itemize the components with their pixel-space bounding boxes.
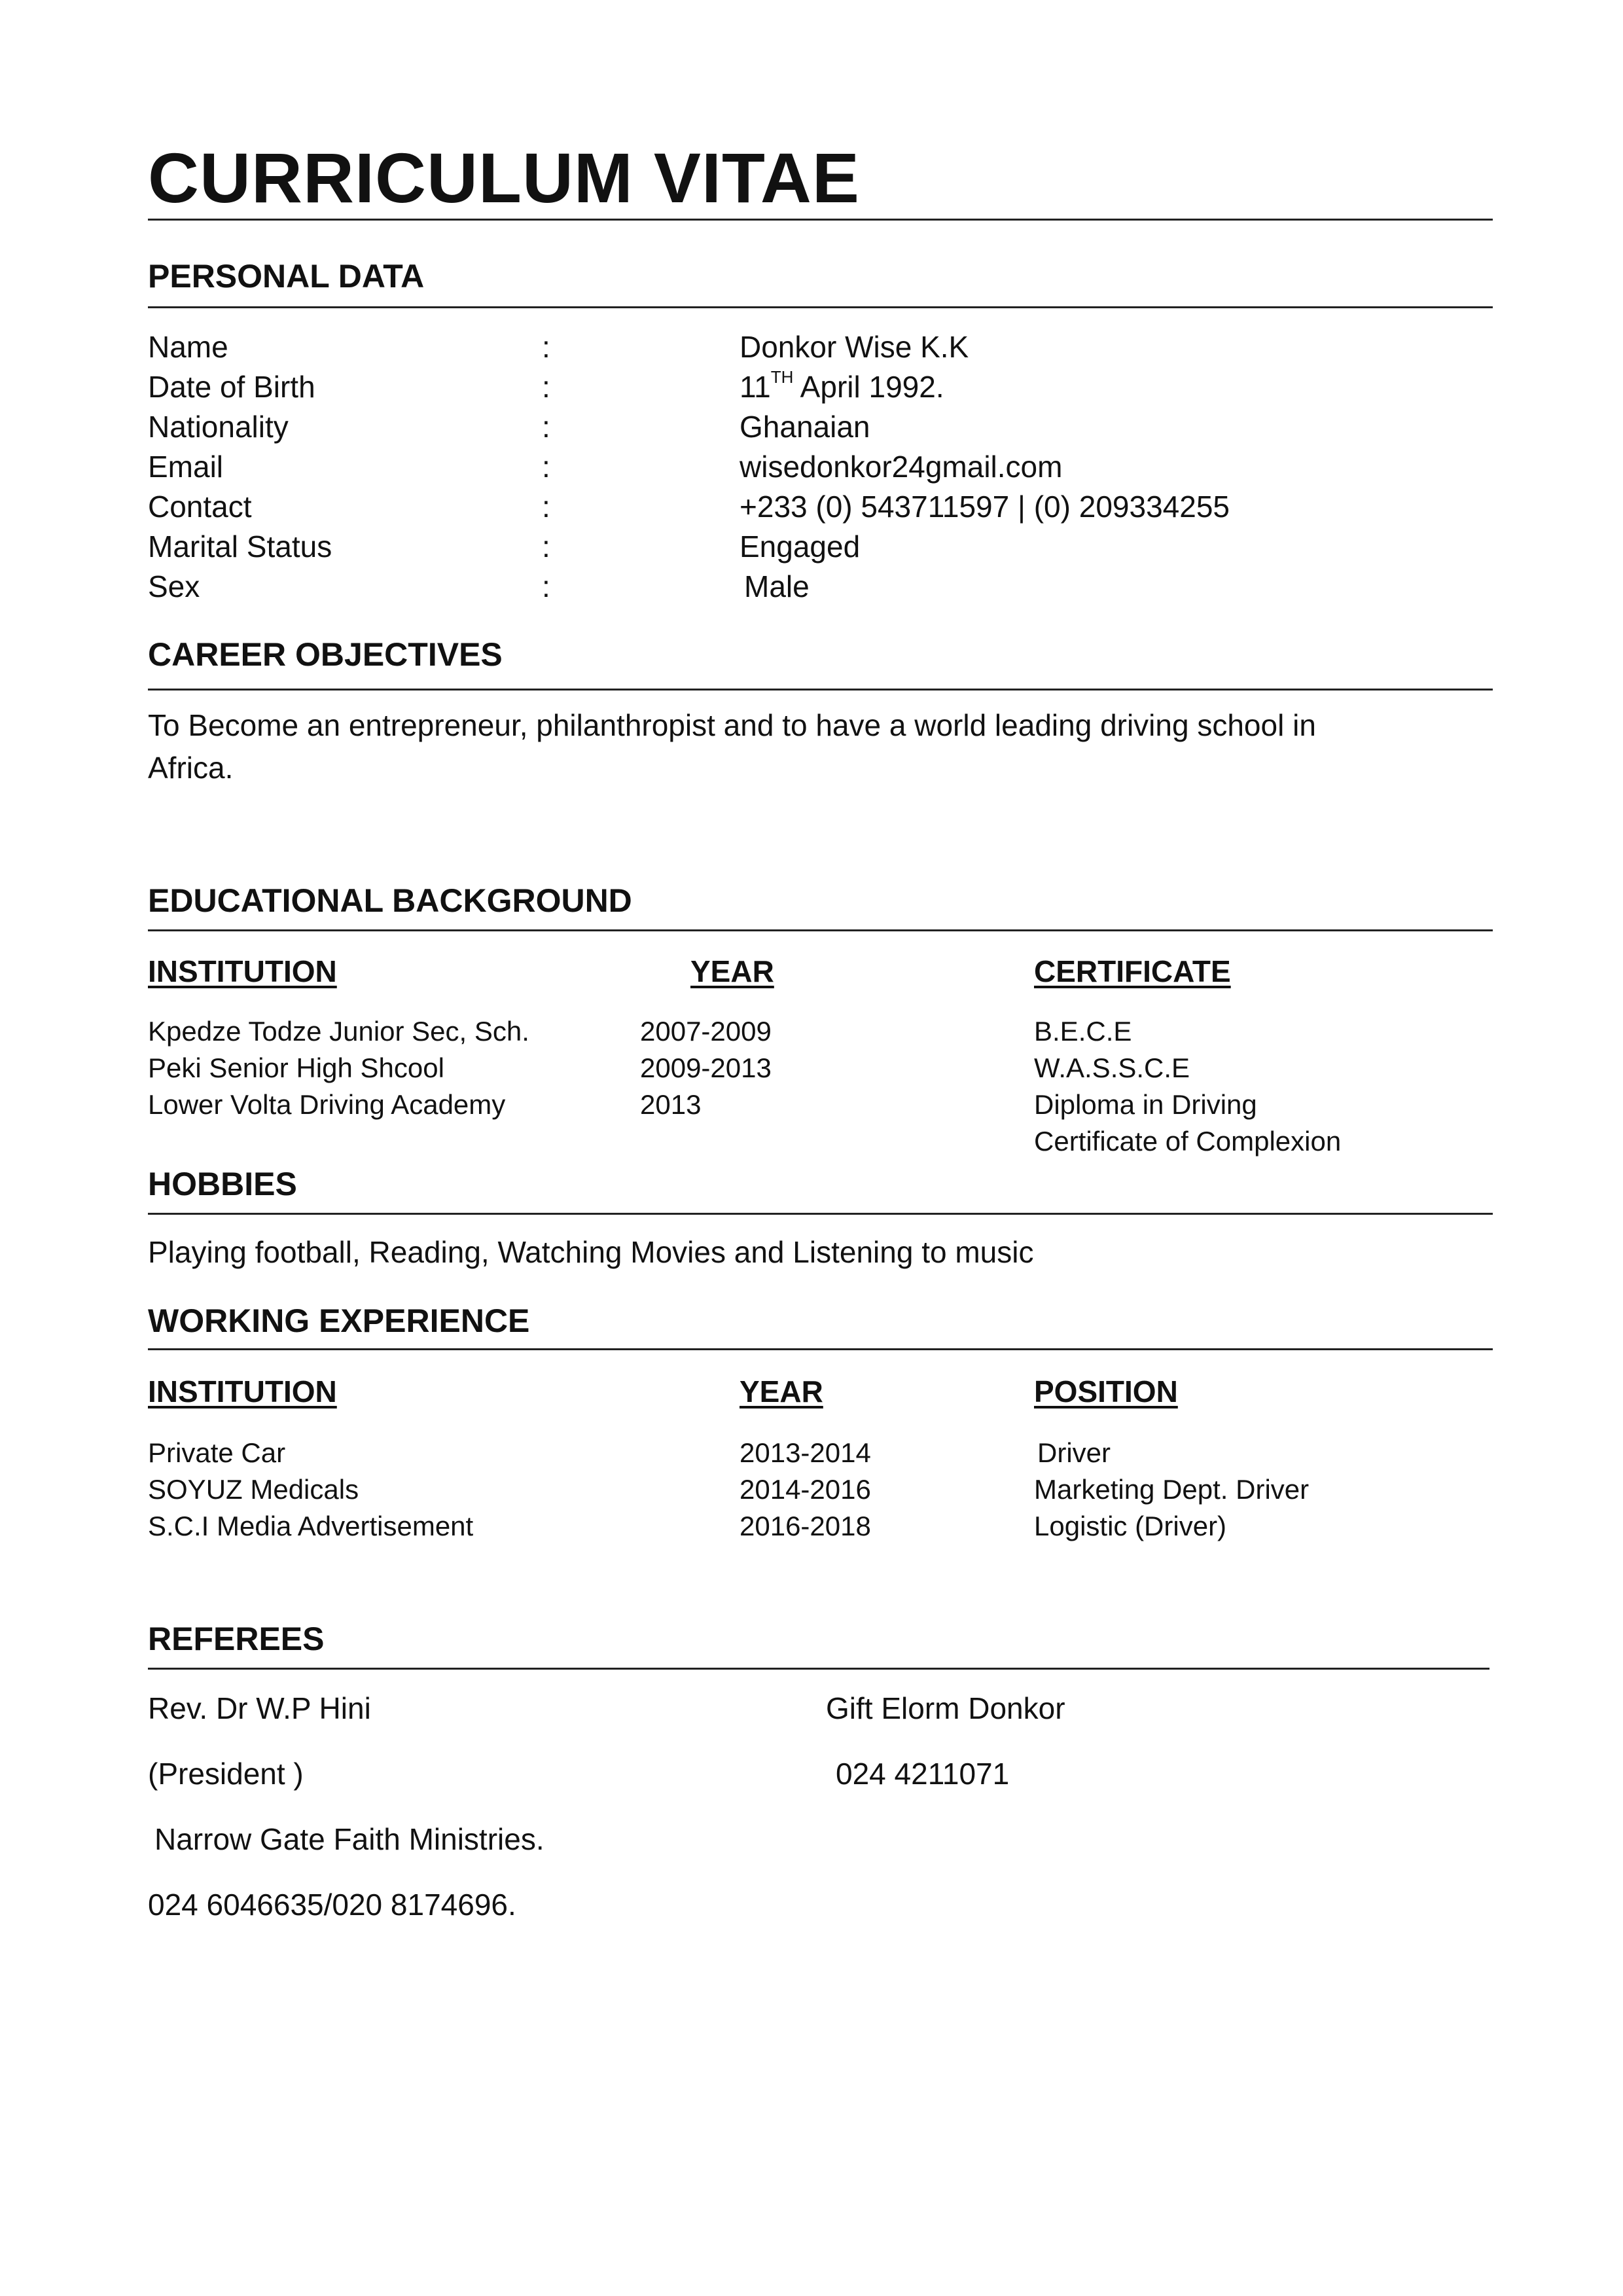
- education-certificate: W.A.S.S.C.E: [1034, 1052, 1190, 1083]
- work-year: 2014-2016: [740, 1474, 871, 1505]
- sex-value: Male: [744, 569, 810, 603]
- date-of-birth-label: Date of Birth: [148, 370, 315, 404]
- email-value: wisedonkor24gmail.com: [740, 450, 1063, 484]
- work-header-institution: INSTITUTION: [148, 1374, 337, 1408]
- name-label: Name: [148, 330, 228, 364]
- work-header-year: YEAR: [740, 1374, 823, 1408]
- work-position: Logistic (Driver): [1034, 1511, 1227, 1541]
- education-certificate: B.E.C.E: [1034, 1016, 1132, 1047]
- work-position: Marketing Dept. Driver: [1034, 1474, 1310, 1505]
- education-divider: [148, 929, 1493, 931]
- referees-heading: REFEREES: [148, 1621, 325, 1657]
- hobbies-text: Playing football, Reading, Watching Movies and Listening to music: [148, 1235, 1034, 1269]
- date-of-birth-colon: :: [542, 370, 550, 404]
- work-year: 2016-2018: [740, 1511, 871, 1541]
- date-of-birth-value: [740, 368, 944, 405]
- education-header-institution: INSTITUTION: [148, 954, 337, 988]
- education-certificate-second-line: Certificate of Complexion: [1034, 1126, 1342, 1157]
- name-value: Donkor Wise K.K: [740, 330, 969, 364]
- hobbies-heading: HOBBIES: [148, 1166, 297, 1202]
- title-divider: [148, 219, 1493, 221]
- dob-suffix: TH: [770, 367, 794, 387]
- dob-day: 11: [740, 370, 771, 404]
- work-institution: S.C.I Media Advertisement: [148, 1511, 474, 1541]
- work-institution: SOYUZ Medicals: [148, 1474, 359, 1505]
- work-experience-divider: [148, 1348, 1493, 1350]
- email-colon: :: [542, 450, 550, 484]
- nationality-label: Nationality: [148, 410, 289, 444]
- nationality-value: Ghanaian: [740, 410, 870, 444]
- referee-name: Gift Elorm Donkor: [826, 1691, 1065, 1725]
- career-objective-text-line1: To Become an entrepreneur, philanthropist and to have a world leading driving school in: [148, 708, 1316, 742]
- sex-label: Sex: [148, 569, 200, 603]
- education-year: 2013: [640, 1089, 702, 1120]
- work-experience-heading: WORKING EXPERIENCE: [148, 1302, 530, 1339]
- education-heading: EDUCATIONAL BACKGROUND: [148, 882, 632, 919]
- personal-data-heading: PERSONAL DATA: [148, 258, 425, 295]
- marital-status-label: Marital Status: [148, 529, 332, 564]
- hobbies-divider: [148, 1213, 1493, 1215]
- page-title: CURRICULUM VITAE: [148, 138, 860, 217]
- career-objectives-heading: CAREER OBJECTIVES: [148, 636, 503, 673]
- contact-colon: :: [542, 490, 550, 524]
- work-header-position: POSITION: [1034, 1374, 1178, 1408]
- personal-data-divider: [148, 306, 1493, 308]
- referee-phone: 024 6046635/020 8174696.: [148, 1888, 516, 1922]
- work-institution: Private Car: [148, 1437, 286, 1468]
- education-header-year: YEAR: [690, 954, 774, 988]
- career-objective-text-line2: Africa.: [148, 751, 234, 785]
- marital-status-value: Engaged: [740, 529, 861, 564]
- referee-title: (President ): [148, 1757, 304, 1791]
- email-label: Email: [148, 450, 224, 484]
- education-year: 2009-2013: [640, 1052, 772, 1083]
- work-position: Driver: [1037, 1437, 1111, 1468]
- referees-divider: [148, 1668, 1489, 1670]
- referee-name: Rev. Dr W.P Hini: [148, 1691, 371, 1725]
- education-header-certificate: CERTIFICATE: [1034, 954, 1231, 988]
- career-objectives-divider: [148, 689, 1493, 691]
- education-institution: Kpedze Todze Junior Sec, Sch.: [148, 1016, 529, 1047]
- education-certificate: Diploma in Driving: [1034, 1089, 1257, 1120]
- education-institution: Lower Volta Driving Academy: [148, 1089, 506, 1120]
- dob-month-year: April 1992.: [793, 370, 944, 404]
- referee-organization: Narrow Gate Faith Ministries.: [154, 1822, 544, 1856]
- education-year: 2007-2009: [640, 1016, 772, 1047]
- name-colon: :: [542, 330, 550, 364]
- nationality-colon: :: [542, 410, 550, 444]
- education-institution: Peki Senior High Shcool: [148, 1052, 444, 1083]
- contact-value: +233 (0) 543711597 | (0) 209334255: [740, 490, 1230, 524]
- work-year: 2013-2014: [740, 1437, 871, 1468]
- sex-colon: :: [542, 569, 550, 603]
- contact-label: Contact: [148, 490, 252, 524]
- marital-status-colon: :: [542, 529, 550, 564]
- referee-phone: 024 4211071: [836, 1757, 1010, 1791]
